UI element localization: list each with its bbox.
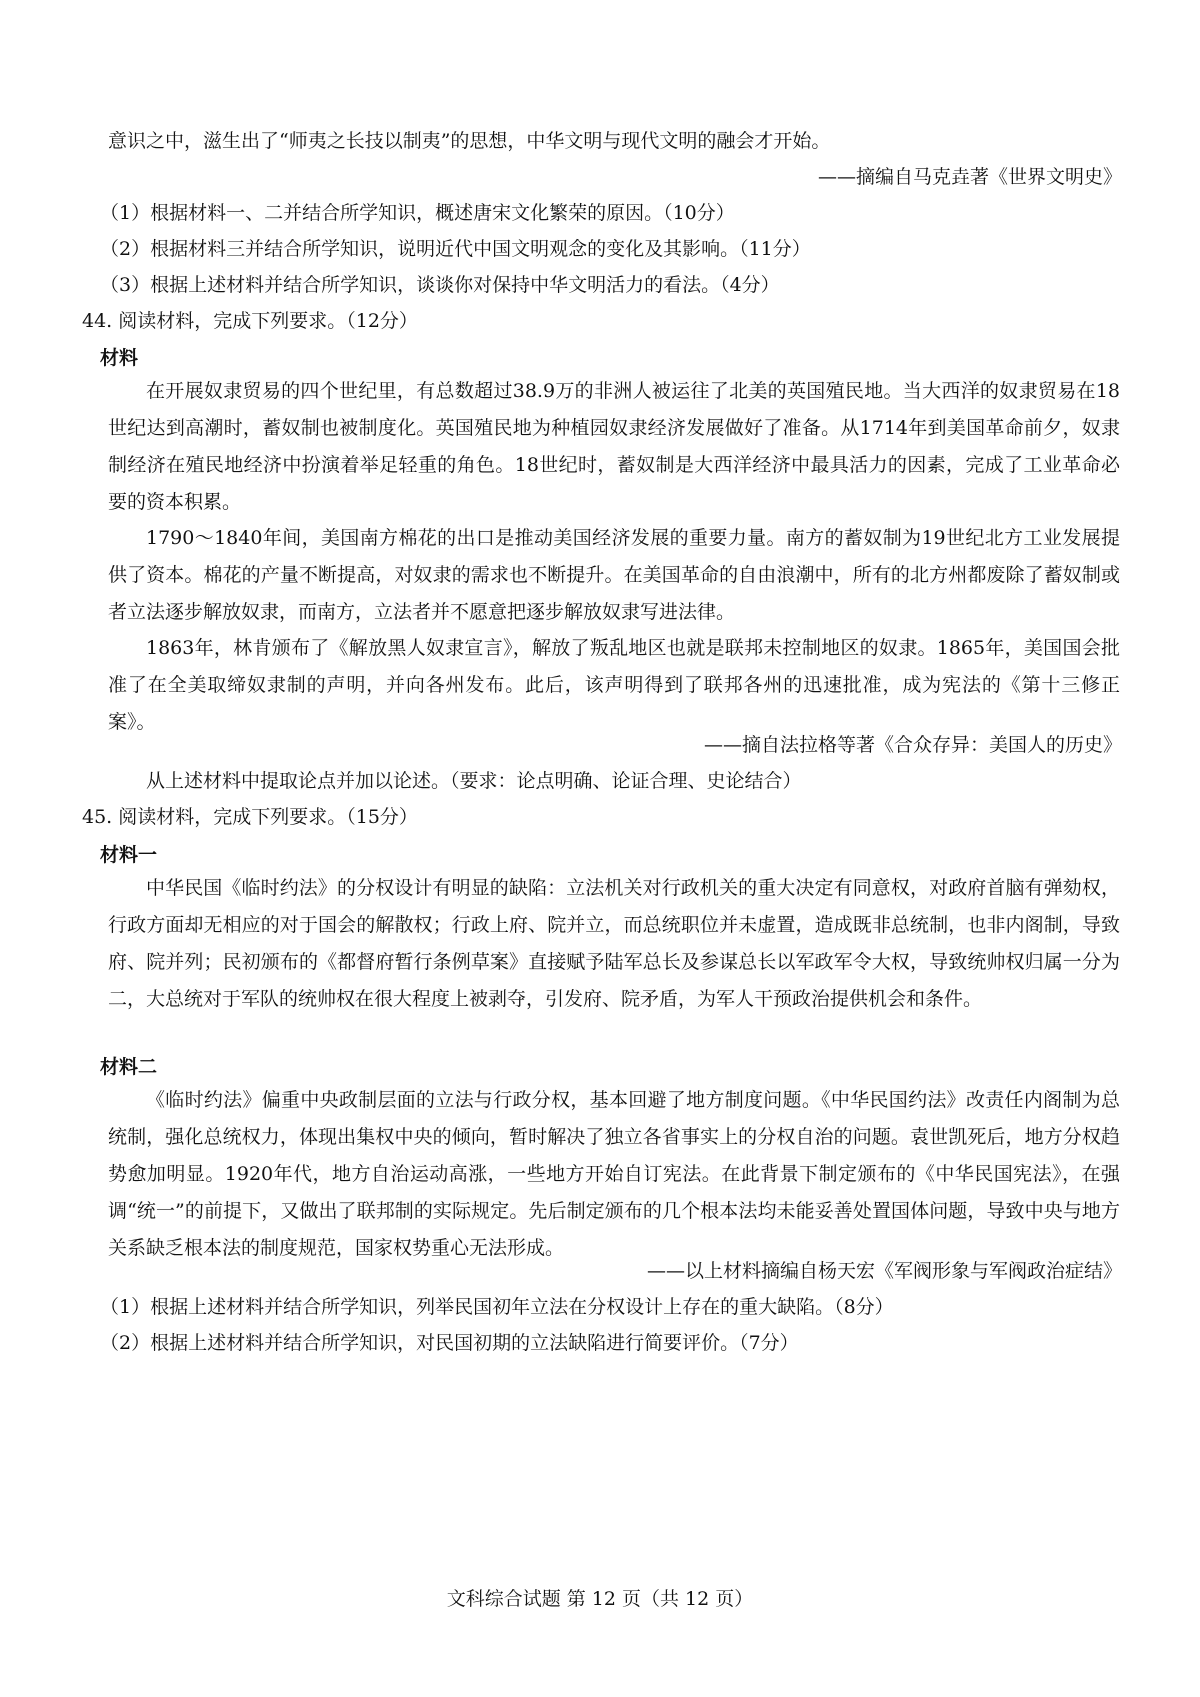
q45-material2-text: 《临时约法》偏重中央政制层面的立法与行政分权，基本回避了地方制度问题。《中华民国约法》改责任内阁制为总统制，强化总统权力，体现出集权中央的倾向，暂时解决了独立各省事实上的分权自治的问题。袁世凯死后，地方分权趋势愈加明显。1920年代，地方自治运动高涨，一些地方开始自订宪法。在此背景下制定颁布的《中华民国宪法》，在强调“统一”的前提下，又做出了联邦制的实际规定。先后制定颁布的几个根本法均未能妥善处置国体问题，导致中央与地方关系缺乏根本法的制度规范，国家权势重心无法形成。 [108, 1089, 1120, 1259]
q43-subquestion-1: （1）根据材料一、二并结合所学知识，概述唐宋文化繁荣的原因。（10分） [100, 202, 735, 224]
q44-task: 从上述材料中提取论点并加以论述。（要求：论点明确、论证合理、史论结合） [146, 770, 802, 792]
q45-material2-label: 材料二 [100, 1056, 158, 1078]
q45-material1-text: 中华民国《临时约法》的分权设计有明显的缺陷：立法机关对行政机关的重大决定有同意权，对政府首脑有弹劾权，行政方面却无相应的对于国会的解散权；行政上府、院并立，而总统职位并未虚置，造成既非总统制，也非内阁制，导致府、院并列；民初颁布的《都督府暂行条例草案》直接赋予陆军总长及参谋总长以军政军令大权，导致统帅权归属一分为二，大总统对于军队的统帅权在很大程度上被剥夺，引发府、院矛盾，为军人干预政治提供机会和条件。 [108, 877, 1120, 1010]
q45-subquestion-2: （2）根据上述材料并结合所学知识，对民国初期的立法缺陷进行简要评价。（7分） [100, 1332, 799, 1354]
q44-paragraph-1: 在开展奴隶贸易的四个世纪里，有总数超过38.9万的非洲人被运往了北美的英国殖民地。当大西洋的奴隶贸易在18世纪达到高潮时，蓄奴制也被制度化。英国殖民地为种植园奴隶经济发展做好了准备。从1714年到美国革命前夕，奴隶制经济在殖民地经济中扮演着举足轻重的角色。18世纪时，蓄奴制是大西洋经济中最具活力的因素，完成了工业革命必要的资本积累。 [108, 380, 1120, 513]
page-footer: 文科综合试题 第 12 页（共 12 页） [446, 1588, 754, 1610]
q43-subquestion-3: （3）根据上述材料并结合所学知识，谈谈你对保持中华文明活力的看法。（4分） [100, 274, 780, 296]
q44-paragraph-2: 1790～1840年间，美国南方棉花的出口是推动美国经济发展的重要力量。南方的蓄奴制为19世纪北方工业发展提供了资本。棉花的产量不断提高，对奴隶的需求也不断提升。在美国革命的自由浪潮中，所有的北方州都废除了蓄奴制或者立法逐步解放奴隶，而南方，立法者并不愿意把逐步解放奴隶写进法律。 [108, 527, 1120, 623]
q45-subquestion-1: （1）根据上述材料并结合所学知识，列举民国初年立法在分权设计上存在的重大缺陷。（8分） [100, 1296, 894, 1318]
q44-heading: 44. 阅读材料，完成下列要求。（12分） [82, 310, 418, 332]
continuation-text: 意识之中，滋生出了“师夷之长技以制夷”的思想，中华文明与现代文明的融会才开始。 [108, 130, 831, 152]
q43-subquestion-2: （2）根据材料三并结合所学知识，说明近代中国文明观念的变化及其影响。（11分） [100, 238, 811, 260]
q44-paragraph-3: 1863年，林肯颁布了《解放黑人奴隶宣言》，解放了叛乱地区也就是联邦未控制地区的奴隶。1865年，美国国会批准了在全美取缔奴隶制的声明，并向各州发布。此后，该声明得到了联邦各州的迅速批准，成为宪法的《第十三修正案》。 [108, 637, 1120, 733]
q45-material1-label: 材料一 [100, 844, 158, 866]
source-citation-45: ——以上材料摘编自杨天宏《军阀形象与军阀政治症结》 [646, 1260, 1122, 1282]
q44-material-label: 材料 [100, 347, 139, 369]
q45-heading: 45. 阅读材料，完成下列要求。（15分） [82, 806, 418, 828]
source-citation-44: ——摘自法拉格等著《合众存异：美国人的历史》 [703, 734, 1122, 756]
source-citation-43: ——摘编自马克垚著《世界文明史》 [817, 166, 1122, 188]
